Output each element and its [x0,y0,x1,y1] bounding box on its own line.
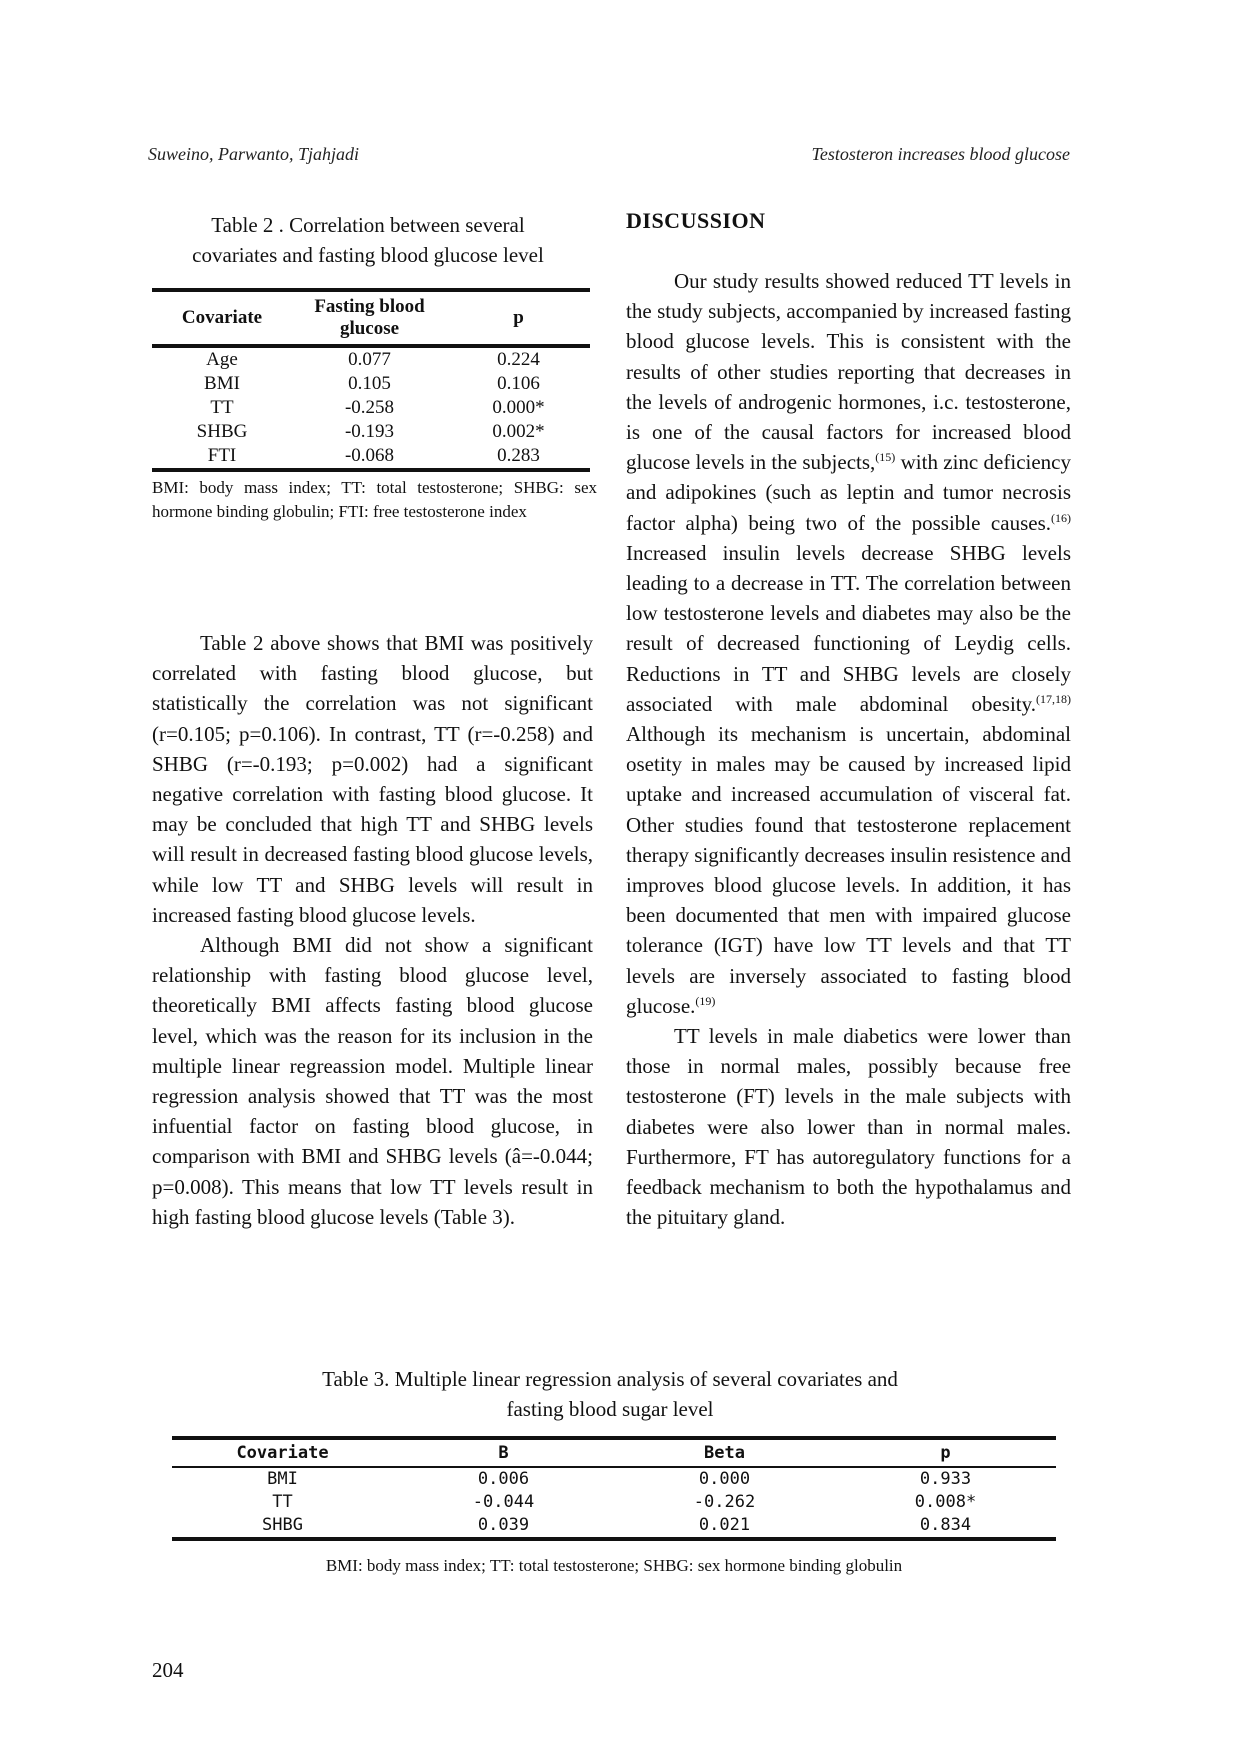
discussion-paragraph-2: TT levels in male diabetics were lower than those in normal males, possibly because free testosterone (FT) levels in the male subjects with diabetes were also lower than in normal males. Furthermore, FT has autoregulatory functions for a feedback mechanism to both the hypothalamus and the pituitary gland. [626,1024,1071,1230]
table3-caption-line2: fasting blood sugar level [506,1397,714,1421]
discussion-body [626,266,1071,1233]
table-cell: SHBG [196,421,248,442]
table2-header-p: p [447,290,590,346]
table2-footnote: BMI: body mass index; TT: total testosterone; SHBG: sex hormone binding globulin; FTI: free testosterone index [152,478,597,521]
table-cell: 0.000* [492,397,545,418]
table-cell: -0.193 [344,421,395,442]
citation: (19) [695,993,716,1008]
table-row [172,1514,1056,1539]
table-row [152,346,590,372]
table3-caption [270,1364,950,1424]
table-cell: -0.068 [292,444,447,470]
page-number: 204 [152,1658,184,1682]
table2-header-fasting: Fasting blood glucose [292,290,447,346]
results-paragraph-2: Although BMI did not show a significant relationship with fasting blood glucose level, theoretically BMI affects fasting blood glucose level, which was the reason for its inclusion in the multiple linear regreassion model. Multiple linear regression analysis showed that TT was the most infuential factor on fasting blood glucose, in comparison with BMI and SHBG levels (â=-0.044; p=0.008). This means that low TT levels result in high fasting blood glucose levels (Table 3). [152,933,593,1229]
citation: (16) [1051,510,1071,525]
table-cell: 0.002* [492,421,545,442]
results-paragraph-1: Table 2 above shows that BMI was positively correlated with fasting blood glucose, but statistically the correlation was not significant (r=0.105; p=0.106). In contrast, TT (r=-0.258) and SHBG (r=-0.193; p=0.002) had a significant negative correlation with fasting blood glucose. It may be concluded that high TT and SHBG levels will result in decreased fasting blood glucose levels, while low TT and SHBG levels will result in increased fasting blood glucose levels. [152,631,593,927]
discussion-text: Increased insulin levels decrease SHBG levels leading to a decrease in TT. The correlation between low testosterone levels and diabetes may also be the result of decreased functioning of Leydig cells. Reductions in TT and SHBG levels are closely associated with male abdominal obesity. [626,540,1071,716]
running-header-authors: Suweino, Parwanto, Tjahjadi [148,144,360,164]
table-cell: 0.077 [348,349,391,370]
table-cell: 0.933 [919,1469,972,1489]
table2-caption-line1: Table 2 . Correlation between several [211,213,525,237]
citation: (15) [875,450,896,465]
table-cell: -0.258 [344,397,395,418]
left-column-body [152,628,593,1232]
table-cell: TT [272,1492,293,1512]
table3-regression [172,1436,1056,1541]
table3-header-beta: Beta [614,1438,835,1467]
table-cell: Age [206,349,238,370]
table-row [172,1491,1056,1514]
table-cell: 0.224 [497,349,540,370]
table3-caption-line1: Table 3. Multiple linear regression analysis of several covariates and [322,1367,898,1391]
discussion-paragraph-1 [626,266,1071,1021]
table-cell: TT [210,397,234,418]
table3-footnote: BMI: body mass index; TT: total testosterone; SHBG: sex hormone binding globulin [325,1556,903,1575]
table-cell: FTI [152,444,292,470]
table-row [152,396,590,420]
citation: (17,18) [1036,691,1071,706]
table-cell: 0.021 [614,1514,835,1539]
table3-header-p: p [835,1438,1056,1467]
discussion-heading: DISCUSSION [626,208,766,233]
table-row [152,372,590,396]
table-row [172,1467,1056,1491]
table3-header-covariate: Covariate [172,1438,393,1467]
discussion-text: Although its mechanism is uncertain, abdominal osetity in males may be caused by increased lipid uptake and increased accumulation of visceral fat. Other studies found that testosterone replacement therapy significantly decreases insulin resistence and improves blood glucose levels. In addition, it has been documented that men with impaired glucose tolerance (IGT) have low TT levels and that TT levels are inversely associated to fasting blood glucose. [626,722,1071,1018]
table-cell: BMI [267,1469,298,1489]
table-cell: 0.006 [477,1469,530,1489]
table2-correlation [152,288,590,472]
table-cell: -0.262 [693,1492,756,1512]
table-cell: 0.834 [835,1514,1056,1539]
table3-header-b: B [393,1438,614,1467]
table-row [152,444,590,470]
table-cell: 0.039 [393,1514,614,1539]
running-header-title: Testosteron increases blood glucose [811,144,1070,164]
table-cell: 0.106 [497,373,540,394]
table-cell: 0.008* [914,1492,977,1512]
discussion-text: Our study results showed reduced TT levels in the study subjects, accompanied by increased fasting blood glucose levels. This is consistent with the results of other studies reporting that decreases in the levels of androgenic hormones, i.c. testosterone, is one of the causal factors for increased blood glucose levels in the subjects, [626,269,1071,475]
table2-caption [152,210,584,270]
table2-header-covariate: Covariate [152,290,292,346]
table-row [152,420,590,444]
table-cell: 0.283 [447,444,590,470]
table3-header-row [172,1438,1056,1467]
discussion-text: with zinc deficiency and adipokines (such as leptin and tumor necrosis factor alpha) being two of the possible causes. [626,450,1071,535]
table2-header-row [152,290,590,346]
table2-caption-line2: covariates and fasting blood glucose level [192,243,544,267]
table-cell: -0.044 [472,1492,535,1512]
table-cell: SHBG [172,1514,393,1539]
table-cell: 0.000 [698,1469,751,1489]
table-cell: 0.105 [348,373,391,394]
table-cell: BMI [204,373,240,394]
